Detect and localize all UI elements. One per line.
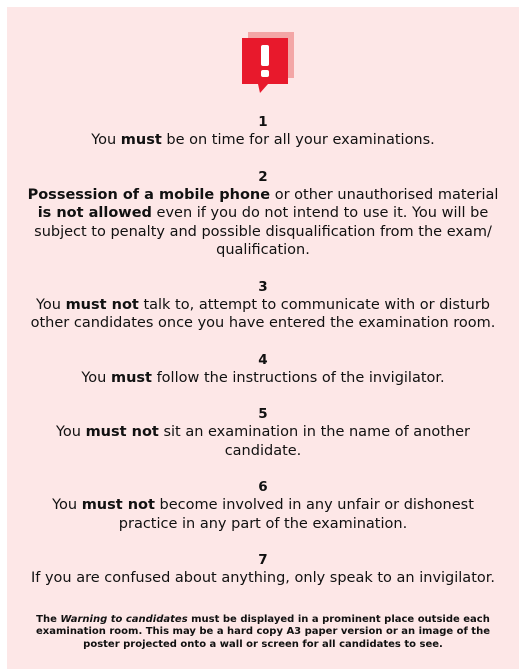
rule-number: 2 [258,168,268,185]
rule-item [7,279,519,333]
rule-text [7,186,519,260]
rule-item [7,352,519,388]
rule-item [7,114,519,150]
rule-emphasis: is not allowed [37,205,152,221]
rule-emphasis: must not [85,424,159,440]
rule-text [7,296,519,333]
rule-number: 1 [258,114,268,130]
rule-emphasis: must [120,132,162,148]
rule-segment: even if you do not intend to use it. You will be subject to penalty and possible disqualification from the exam/ qualification. [34,205,492,258]
rule-segment: sit an examination in the name of another candidate. [158,424,471,459]
warning-poster [7,7,519,669]
rule-segment: or other unauthorised material [270,186,499,203]
rule-segment: If you are confused about anything, only speak to an invigilator. [30,570,495,586]
rule-item [7,552,519,588]
rule-emphasis: must [110,369,152,386]
rule-number: 5 [258,406,268,422]
rule-segment: You [35,296,66,313]
footnote-text: must be displayed in a prominent place outside each examination room. This may be a hard copy A3 paper version or an image of the poster projected onto a wall or screen for all candidates to see. [35,614,490,650]
rule-segment: talk to, attempt to communicate with or disturb other candidates once you have entered the examination room. [30,296,496,331]
rule-segment: be on time for all your examinations. [161,132,435,148]
rule-segment: You [52,497,82,513]
rule-number: 7 [258,552,268,568]
rule-segment: You [91,132,121,148]
rule-segment: become involved in any unfair or dishonest practice in any part of the examination. [118,497,474,532]
rule-text [7,131,519,150]
rule-segment: You [55,424,86,440]
rule-item [7,479,519,533]
rule-text [7,423,519,460]
rule-number: 6 [258,479,268,495]
footnote-lead: The [36,614,61,625]
rule-emphasis: must not [81,497,155,513]
footnote-title: Warning to candidates [60,614,188,625]
rule-item [7,169,519,260]
rule-emphasis: Possession of a mobile phone [27,186,271,203]
rule-text [7,369,519,388]
rule-text [7,496,519,533]
rule-segment: follow the instructions of the invigilator. [151,369,445,386]
rule-segment: You [81,369,111,386]
warning-exclamation-icon [240,30,296,96]
rule-item [7,406,519,460]
rule-text [7,569,519,588]
rule-number: 4 [258,351,268,368]
display-footnote [19,614,507,651]
rules-list [7,114,519,588]
rule-number: 3 [258,278,268,295]
rule-emphasis: must not [65,296,139,313]
